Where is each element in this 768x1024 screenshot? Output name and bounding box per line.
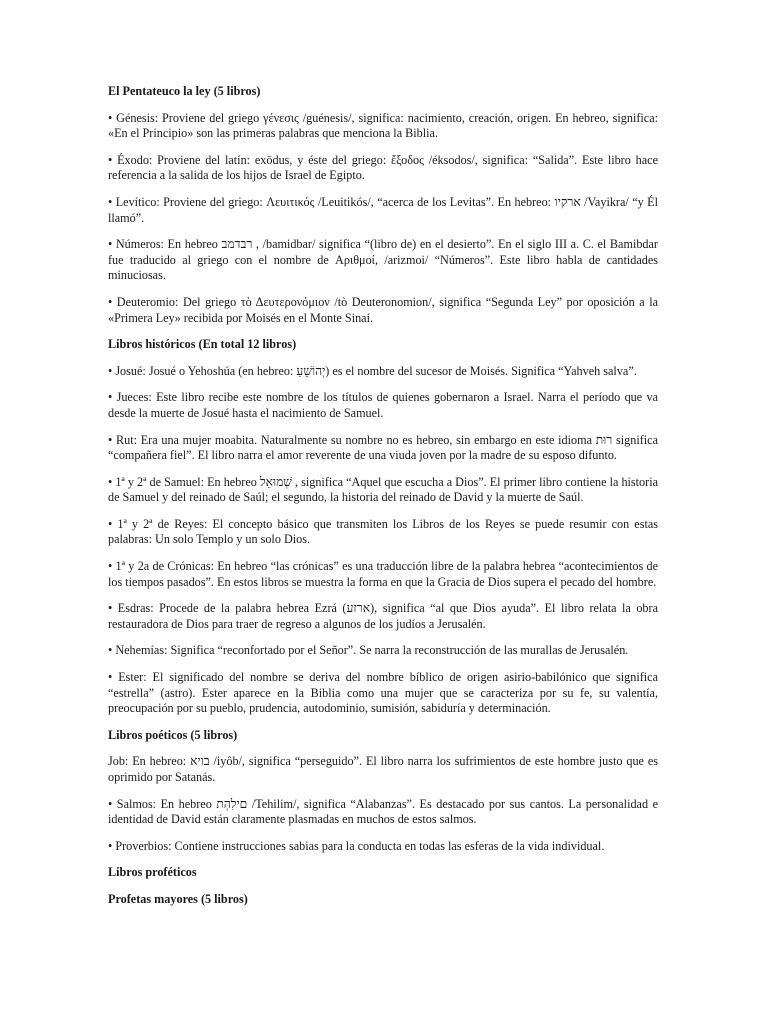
paragraph-jueces: • Jueces: Este libro recibe este nombre de los títulos de quienes gobernaron a Israel. Narra el período que va desde la muerte de Josué hasta el nacimiento de Samuel. <box>108 390 658 420</box>
paragraph-exodo: • Éxodo: Proviene del latín: exōdus, y éste del griego: ἔξοδος /éksodos/, significa: “Salida”. Este libro hace referencia a la salida de los hijos de Israel de Egipto. <box>108 152 658 183</box>
paragraph-nehemias: • Nehemías: Significa “reconfortado por el Señor”. Se narra la reconstrucción de las murallas de Jerusalén. <box>108 643 629 658</box>
paragraph-esdras: • Esdras: Procede de la palabra hebrea Ezrá (ארזע), significa “al que Dios ayuda”. El libro relata la obra restauradora de Dios para traer de regreso a algunos de los judíos a Jerusalén. <box>108 601 658 631</box>
paragraph-josue: • Josué: Josué o Yehoshúa (en hebreo: יְהוֹשֻׁעַ) es el nombre del sucesor de Moisés. Significa “Yahveh salva”. <box>108 363 637 378</box>
paragraph-samuel: • 1ª y 2ª de Samuel: En hebreo שְׁמוּאֵל , significa “Aquel que escucha a Dios”. El primer libro contiene la historia de Samuel y del reinado de Saúl; el segundo, la historia del reinado de David y la muerte de Saúl. <box>108 474 658 505</box>
section-heading-profeticos: Libros proféticos <box>108 865 197 880</box>
paragraph-levitico: • Levítico: Proviene del griego: Λευιτικός /Leuitikós/, “acerca de los Levitas”. En hebreo: ארקיו /Vayikra/ “y Él llamó”. <box>108 194 658 225</box>
section-heading-profetas-mayores: Profetas mayores (5 libros) <box>108 891 248 906</box>
paragraph-proverbios: • Proverbios: Contiene instrucciones sabias para la conducta en todas las esferas de la vida individual. <box>108 838 605 853</box>
section-heading-historicos: Libros históricos (En total 12 libros) <box>108 337 297 352</box>
paragraph-cronicas: • 1ª y 2a de Crónicas: En hebreo “las crónicas” es una traducción libre de la palabra hebrea “acontecimientos de los tiempos pasados”. En estos libros se muestra la forma en que la Gracia de Dios supera el pecado del hombre. <box>108 559 658 589</box>
paragraph-numeros: • Números: En hebreo רבדמב , /bamidbar/ significa “(libro de) en el desierto”. En el siglo III a. C. el Bamibdar fue traducido al griego con el nombre de Αριθμοί, /arizmoi/ “Números”. Este libro habla de cantidades minuciosas. <box>108 237 658 283</box>
paragraph-ester: • Ester: El significado del nombre se deriva del nombre bíblico de origen asirio-babilónico que significa “estrella” (astro). Ester aparece en la Biblia como una mujer que se caracteriza por su fe, su valentía, preocupación por su pueblo, prudencia, autodominio, sumisión, sabiduría y determinación. <box>108 670 658 716</box>
paragraph-reyes: • 1ª y 2ª de Reyes: El concepto básico que transmiten los Libros de los Reyes se puede resumir con estas palabras: Un solo Templo y un solo Dios. <box>108 516 658 547</box>
section-heading-poeticos: Libros poéticos (5 libros) <box>108 727 238 742</box>
paragraph-genesis: • Génesis: Proviene del griego γένεσις /guénesis/, significa: nacimiento, creación, origen. En hebreo, significa: «En el Principio» son las primeras palabras que menciona la Biblia. <box>108 110 658 141</box>
paragraph-job: Job: En hebreo: בויא /iyôb/, significa “perseguido”. El libro narra los sufrimientos de este hombre justo que es oprimido por Satanás. <box>108 754 658 784</box>
paragraph-deuteronomio: • Deuteromio: Del griego τὸ Δευτερονόμιον /tò Deuteronomion/, significa “Segunda Ley” por oposición a la «Primera Ley» recibida por Moisés en el Monte Sinaí. <box>108 294 658 325</box>
paragraph-salmos: • Salmos: En hebreo םילִהְת /Tehilim/, significa “Alabanzas”. Es destacado por sus cantos. La personalidad e identidad de David están claramente plasmadas en muchos de estos salmos. <box>108 796 658 827</box>
section-heading-pentateuco: El Pentateuco la ley (5 libros) <box>108 84 261 98</box>
paragraph-rut: • Rut: Era una mujer moabita. Naturalmente su nombre no es hebreo, sin embargo en este idioma רוּת significa “compañera fiel”. El libro narra el amor reverente de una viuda joven por la madre de su esposo difunto. <box>108 432 658 463</box>
document-page <box>108 84 658 919</box>
